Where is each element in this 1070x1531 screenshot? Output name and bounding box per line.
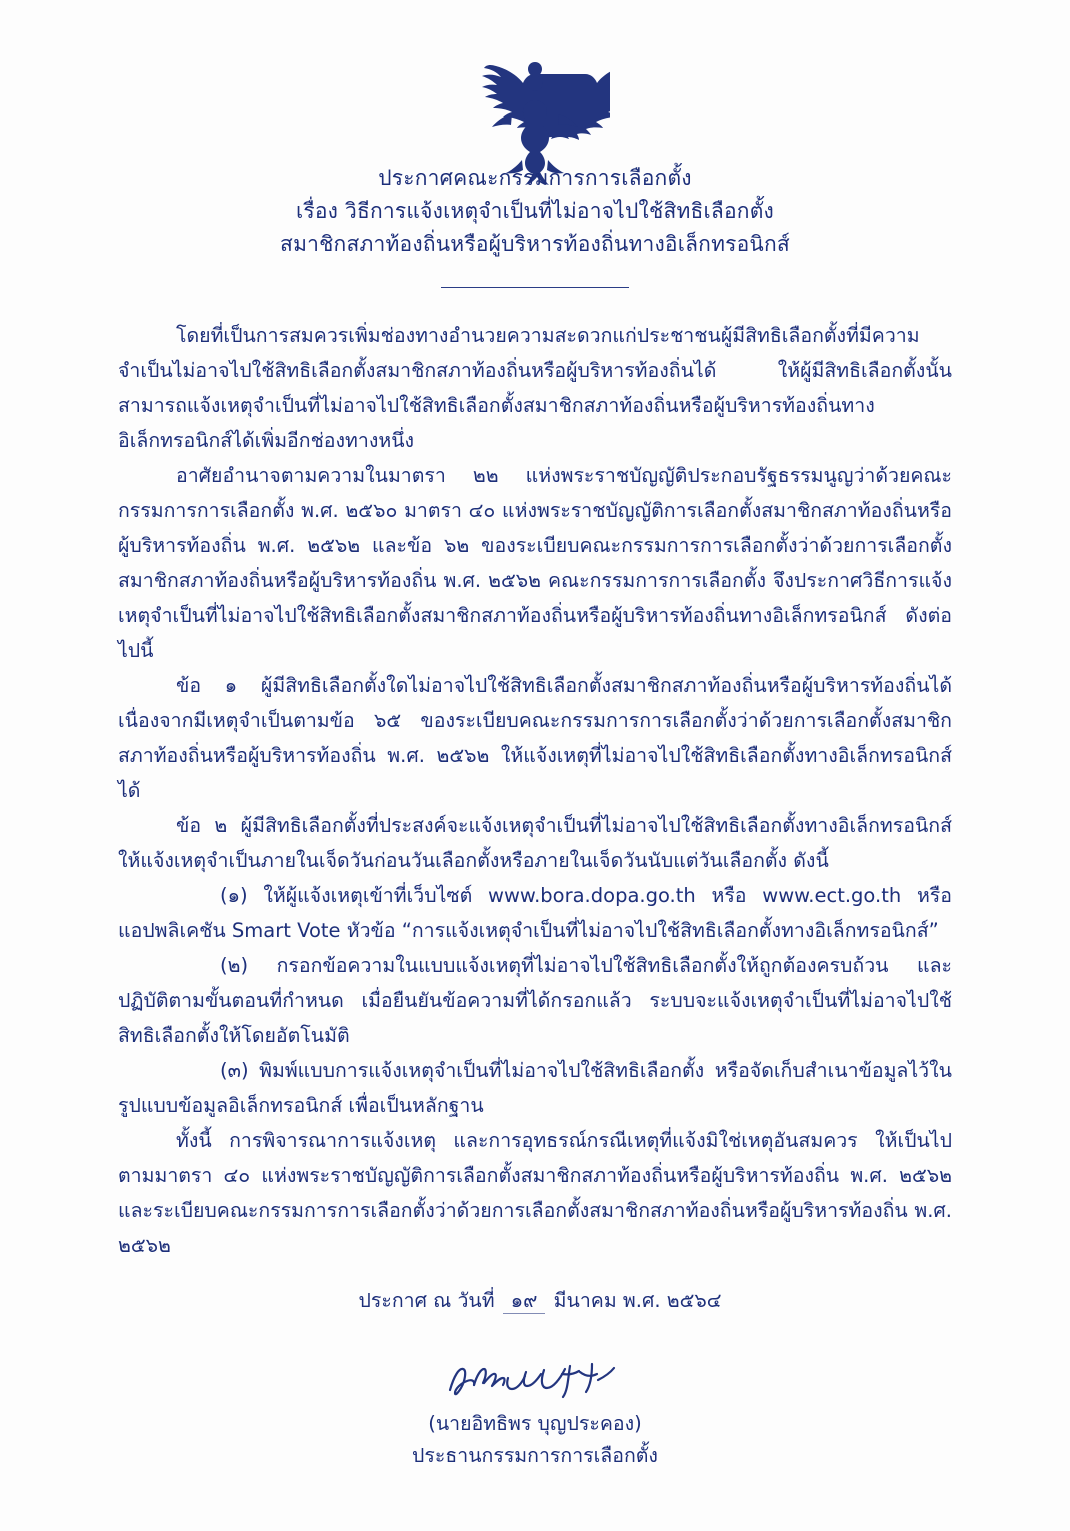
sub-item-3: (๓) พิมพ์แบบการแจ้งเหตุจำเป็นที่ไม่อาจไปใช้สิทธิเลือกตั้ง หรือจัดเก็บสำเนาข้อมูลไว้ในรูปแบบข้อมูลอิเล็กทรอนิกส์ เพื่อเป็นหลักฐาน bbox=[118, 1059, 952, 1117]
heading-line-3: สมาชิกสภาท้องถิ่นหรือผู้บริหารท้องถิ่นทางอิเล็กทรอนิกส์ bbox=[280, 232, 790, 256]
heading-line-1: ประกาศคณะกรรมการการเลือกตั้ง bbox=[378, 166, 692, 190]
heading-line-2: เรื่อง วิธีการแจ้งเหตุจำเป็นที่ไม่อาจไปใช้สิทธิเลือกตั้ง bbox=[295, 199, 774, 223]
document-heading bbox=[0, 162, 1070, 288]
sub-item-2: (๒) กรอกข้อความในแบบแจ้งเหตุที่ไม่อาจไปใช้สิทธิเลือกตั้งให้ถูกต้องครบถ้วน และปฏิบัติตามขั้นตอนที่กำหนด เมื่อยืนยันข้อความที่ได้กรอกแล้ว ระบบจะแจ้งเหตุจำเป็นที่ไม่อาจไปใช้สิทธิเลือกตั้งให้โดยอัตโนมัติ bbox=[118, 954, 952, 1047]
paragraph-authority: อาศัยอำนาจตามความในมาตรา ๒๒ แห่งพระราชบัญญัติประกอบรัฐธรรมนูญว่าด้วยคณะกรรมการการเลือกตั้ง พ.ศ. ๒๕๖๐ มาตรา ๔๐ แห่งพระราชบัญญัติการเลือกตั้งสมาชิกสภาท้องถิ่นหรือผู้บริหารท้องถิ่น พ.ศ. ๒๕๖๒ และข้อ ๖๒ ของระเบียบคณะกรรมการการเลือกตั้งว่าด้วยการเลือกตั้งสมาชิกสภาท้องถิ่นหรือผู้บริหารท้องถิ่น พ.ศ. ๒๕๖๒ คณะกรรมการการเลือกตั้ง จึงประกาศวิธีการแจ้งเหตุจำเป็นที่ไม่อาจไปใช้สิทธิเลือกตั้งสมาชิกสภาท้องถิ่นหรือผู้บริหารท้องถิ่นทางอิเล็กทรอนิกส์ ดังต่อไปนี้ bbox=[118, 464, 952, 662]
dateline bbox=[118, 1285, 952, 1316]
signature-icon bbox=[440, 1350, 630, 1408]
handwritten-signature bbox=[118, 1346, 952, 1408]
paragraph-closing: ทั้งนี้ การพิจารณาการแจ้งเหตุ และการอุทธรณ์กรณีเหตุที่แจ้งมิใช่เหตุอันสมควร ให้เป็นไปตามมาตรา ๔๐ แห่งพระราชบัญญัติการเลือกตั้งสมาชิกสภาท้องถิ่นหรือผู้บริหารท้องถิ่น พ.ศ. ๒๕๖๒ และระเบียบคณะกรรมการการเลือกตั้งว่าด้วยการเลือกตั้งสมาชิกสภาท้องถิ่นหรือผู้บริหารท้องถิ่น พ.ศ. ๒๕๖๒ bbox=[118, 1129, 952, 1257]
sub-item-1: (๑) ให้ผู้แจ้งเหตุเข้าที่เว็บไซต์ www.bora.dopa.go.th หรือ www.ect.go.th หรือแอปพลิเคชัน Smart Vote หัวข้อ “การแจ้งเหตุจำเป็นที่ไม่อาจไปใช้สิทธิเลือกตั้งทางอิเล็กทรอนิกส์” bbox=[118, 884, 952, 942]
dateline-day: ๑๙ bbox=[501, 1285, 548, 1316]
dateline-suffix: มีนาคม พ.ศ. ๒๕๖๔ bbox=[553, 1289, 722, 1312]
signature-block bbox=[118, 1346, 952, 1472]
document-body bbox=[118, 318, 952, 1472]
signatory-name: (นายอิทธิพร บุญประคอง) bbox=[428, 1412, 642, 1435]
heading-divider bbox=[441, 287, 629, 288]
emblem-container bbox=[0, 0, 1070, 150]
dateline-prefix: ประกาศ ณ วันที่ bbox=[358, 1289, 495, 1312]
paragraph-preamble: โดยที่เป็นการสมควรเพิ่มช่องทางอำนวยความสะดวกแก่ประชาชนผู้มีสิทธิเลือกตั้งที่มีความจำเป็นไม่อาจไปใช้สิทธิเลือกตั้งสมาชิกสภาท้องถิ่นหรือผู้บริหารท้องถิ่นได้ ให้ผู้มีสิทธิเลือกตั้งนั้นสามารถแจ้งเหตุจำเป็นที่ไม่อาจไปใช้สิทธิเลือกตั้งสมาชิกสภาท้องถิ่นหรือผู้บริหารท้องถิ่นทางอิเล็กทรอนิกส์ได้เพิ่มอีกช่องทางหนึ่ง bbox=[118, 324, 952, 452]
signatory-title: ประธานกรรมการการเลือกตั้ง bbox=[412, 1444, 658, 1467]
paragraph-clause-2: ข้อ ๒ ผู้มีสิทธิเลือกตั้งที่ประสงค์จะแจ้งเหตุจำเป็นที่ไม่อาจไปใช้สิทธิเลือกตั้งทางอิเล็กทรอนิกส์ ให้แจ้งเหตุจำเป็นภายในเจ็ดวันก่อนวันเลือกตั้งหรือภายในเจ็ดวันนับแต่วันเลือกตั้ง ดังนี้ bbox=[118, 814, 952, 872]
paragraph-clause-1: ข้อ ๑ ผู้มีสิทธิเลือกตั้งใดไม่อาจไปใช้สิทธิเลือกตั้งสมาชิกสภาท้องถิ่นหรือผู้บริหารท้องถิ่นได้ เนื่องจากมีเหตุจำเป็นตามข้อ ๖๕ ของระเบียบคณะกรรมการการเลือกตั้งว่าด้วยการเลือกตั้งสมาชิกสภาท้องถิ่นหรือผู้บริหารท้องถิ่น พ.ศ. ๒๕๖๒ ให้แจ้งเหตุที่ไม่อาจไปใช้สิทธิเลือกตั้งทางอิเล็กทรอนิกส์ได้ bbox=[118, 674, 952, 802]
